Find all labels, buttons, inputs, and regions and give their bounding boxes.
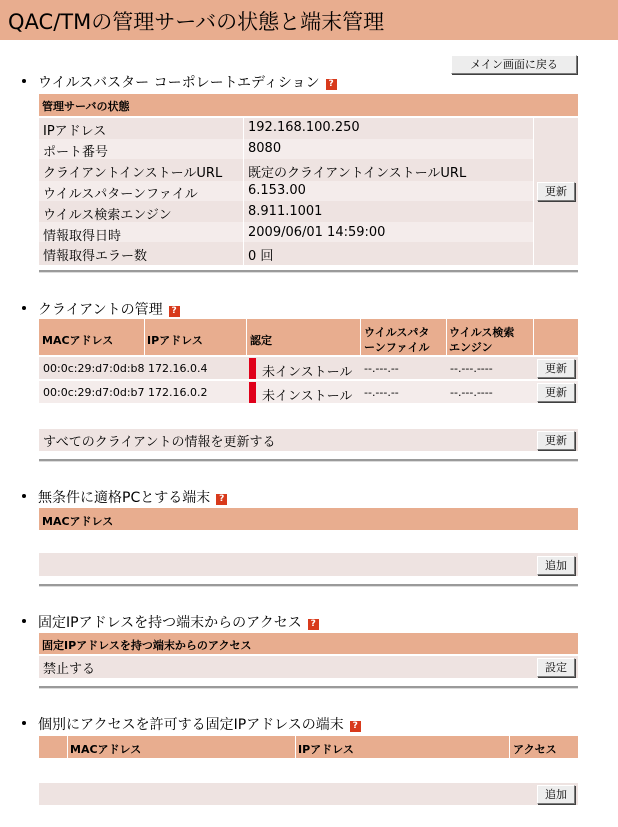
status-indicator <box>249 382 256 403</box>
server-key: ポート番号 <box>43 145 109 160</box>
server-key: 情報取得エラー数 <box>43 249 148 264</box>
server-update-button[interactable]: 更新 <box>537 182 575 201</box>
col-mac: MACアドレス <box>42 334 114 347</box>
bullet-icon <box>22 306 26 310</box>
column-divider <box>243 118 244 265</box>
server-value: 既定のクライアントインストールURL <box>248 166 467 181</box>
add-button[interactable]: 追加 <box>537 556 575 575</box>
page-title: QAC/TMの管理サーバの状態と端末管理 <box>8 10 385 34</box>
allowed-table-header <box>39 736 578 758</box>
col-engine-2: エンジン <box>449 341 493 354</box>
server-value: 0 回 <box>248 249 274 264</box>
col-pattern-1: ウイルスパタ <box>364 326 430 339</box>
client-mac: 00:0c:29:d7:0d:b8 <box>43 362 145 375</box>
column-divider <box>67 736 68 758</box>
add-button[interactable]: 追加 <box>537 785 575 804</box>
server-key: ウイルスパターンファイル <box>43 187 198 202</box>
client-pattern: --.---.-- <box>364 386 399 399</box>
help-icon[interactable]: ? <box>326 79 337 90</box>
update-all-button[interactable]: 更新 <box>537 431 575 450</box>
col-ip: IPアドレス <box>147 334 203 347</box>
col-engine-1: ウイルス検索 <box>449 326 515 339</box>
server-key: 情報取得日時 <box>43 229 122 244</box>
status-indicator <box>249 358 256 379</box>
server-key: IPアドレス <box>43 124 107 139</box>
server-value: 8.911.1001 <box>248 204 323 219</box>
add-row <box>39 553 578 576</box>
bullet-icon <box>22 494 26 498</box>
help-icon[interactable]: ? <box>350 721 361 732</box>
table-header-label: 管理サーバの状態 <box>42 100 130 113</box>
client-mac: 00:0c:29:d7:0d:b7 <box>43 386 145 399</box>
client-engine: --.---.---- <box>450 386 493 399</box>
server-value: 2009/06/01 14:59:00 <box>248 225 386 240</box>
settings-button[interactable]: 設定 <box>537 658 575 677</box>
unconditional-table-header <box>39 508 578 530</box>
client-ip: 172.16.0.4 <box>148 362 208 375</box>
bullet-icon <box>22 721 26 725</box>
column-divider <box>295 736 296 758</box>
fixed-ip-value: 禁止する <box>43 662 96 677</box>
server-key: ウイルス検索エンジン <box>43 208 172 223</box>
col-cert: 認定 <box>250 334 272 347</box>
bullet-icon <box>22 619 26 623</box>
table-header-label: 固定IPアドレスを持つ端末からのアクセス <box>42 639 252 652</box>
server-value: 6.153.00 <box>248 183 306 198</box>
client-engine: --.---.---- <box>450 362 493 375</box>
section-title: クライアントの管理 <box>38 302 163 318</box>
divider <box>39 459 578 462</box>
section-title: ウイルスバスター コーポレートエディション <box>38 75 320 91</box>
clients-table-header <box>39 319 578 355</box>
client-update-button[interactable]: 更新 <box>537 383 575 402</box>
help-icon[interactable]: ? <box>216 494 227 505</box>
server-value: 8080 <box>248 141 282 156</box>
title-bar <box>0 0 618 40</box>
client-pattern: --.---.-- <box>364 362 399 375</box>
divider <box>39 584 578 587</box>
server-key: クライアントインストールURL <box>43 166 223 181</box>
col-access: アクセス <box>513 743 557 756</box>
divider <box>39 686 578 689</box>
bullet-icon <box>22 79 26 83</box>
section-title: 無条件に適格PCとする端末 <box>38 490 211 506</box>
update-all-label: すべてのクライアントの情報を更新する <box>43 435 276 450</box>
add-row <box>39 783 578 805</box>
col-mac: MACアドレス <box>42 515 114 528</box>
table-header <box>39 94 578 116</box>
table-row-stripe <box>39 139 533 159</box>
col-pattern-2: ーンファイル <box>364 341 430 354</box>
back-to-main-button[interactable]: メイン画面に戻る <box>451 55 577 74</box>
fixed-ip-table-header <box>39 633 578 654</box>
col-mac: MACアドレス <box>70 743 142 756</box>
client-status: 未インストール <box>262 389 353 404</box>
section-title: 個別にアクセスを許可する固定IPアドレスの端末 <box>38 717 344 733</box>
fixed-ip-row <box>39 656 578 678</box>
help-icon[interactable]: ? <box>169 306 180 317</box>
server-value: 192.168.100.250 <box>248 120 360 135</box>
client-status: 未インストール <box>262 365 353 380</box>
section-title: 固定IPアドレスを持つ端末からのアクセス <box>38 615 302 631</box>
client-ip: 172.16.0.2 <box>148 386 208 399</box>
column-divider <box>509 736 510 758</box>
col-ip: IPアドレス <box>298 743 354 756</box>
help-icon[interactable]: ? <box>308 619 319 630</box>
divider <box>39 270 578 273</box>
client-update-button[interactable]: 更新 <box>537 359 575 378</box>
